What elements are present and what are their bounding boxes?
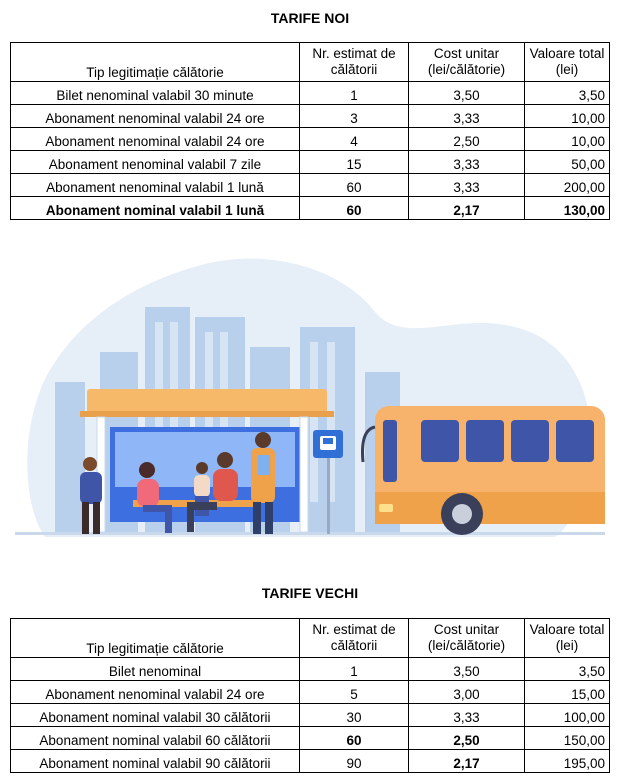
new-fares-title: TARIFE NOI	[270, 10, 350, 26]
header-trips: Nr. estimat de călătorii	[300, 43, 409, 82]
table-row	[11, 704, 610, 727]
new-fares-table	[10, 42, 610, 220]
cell-trips: 5	[300, 681, 409, 704]
table-row	[11, 105, 610, 128]
cell-total: 200,00	[525, 174, 610, 197]
cell-unit-cost: 2,50	[409, 128, 525, 151]
cell-trips: 1	[300, 82, 409, 105]
bus	[363, 406, 606, 535]
cell-type: Abonament nominal valabil 60 călătorii	[11, 727, 300, 750]
cell-total: 3,50	[525, 658, 610, 681]
cell-unit-cost: 2,17	[409, 750, 525, 773]
table-row	[11, 128, 610, 151]
cell-trips: 60	[300, 174, 409, 197]
header-ticket-type: Tip legitimație călătorie	[11, 43, 300, 82]
table-row	[11, 750, 610, 773]
cell-type: Bilet nenominal	[11, 658, 300, 681]
cell-total: 150,00	[525, 727, 610, 750]
cell-total: 3,50	[525, 82, 610, 105]
cell-trips: 3	[300, 105, 409, 128]
old-fares-title: TARIFE VECHI	[261, 585, 359, 601]
cell-total: 195,00	[525, 750, 610, 773]
cell-unit-cost: 3,33	[409, 105, 525, 128]
cell-unit-cost: 3,33	[409, 174, 525, 197]
table-row	[11, 82, 610, 105]
table-row	[11, 727, 610, 750]
cell-trips: 30	[300, 704, 409, 727]
cell-type: Abonament nenominal valabil 1 lună	[11, 174, 300, 197]
table-row	[11, 658, 610, 681]
cell-trips: 90	[300, 750, 409, 773]
table-row	[11, 174, 610, 197]
cell-trips: 1	[300, 658, 409, 681]
cell-type: Abonament nenominal valabil 24 ore	[11, 128, 300, 151]
cell-total: 10,00	[525, 105, 610, 128]
table-row	[11, 681, 610, 704]
cell-type: Abonament nenominal valabil 24 ore	[11, 681, 300, 704]
cell-total: 15,00	[525, 681, 610, 704]
cell-unit-cost: 3,00	[409, 681, 525, 704]
cell-unit-cost: 2,17	[409, 197, 525, 220]
cell-trips: 60	[300, 197, 409, 220]
cell-type: Abonament nominal valabil 1 lună	[11, 197, 300, 220]
cell-trips: 60	[300, 727, 409, 750]
header-total: Valoare total (lei)	[525, 619, 610, 658]
cell-type: Bilet nenominal valabil 30 minute	[11, 82, 300, 105]
header-total: Valoare total (lei)	[525, 43, 610, 82]
header-trips: Nr. estimat de călătorii	[300, 619, 409, 658]
cell-total: 50,00	[525, 151, 610, 174]
cell-type: Abonament nenominal valabil 24 ore	[11, 105, 300, 128]
cell-type: Abonament nominal valabil 90 călătorii	[11, 750, 300, 773]
cell-unit-cost: 3,33	[409, 704, 525, 727]
cell-total: 100,00	[525, 704, 610, 727]
cell-unit-cost: 2,50	[409, 727, 525, 750]
header-unit-cost: Cost unitar (lei/călătorie)	[409, 619, 525, 658]
header-ticket-type: Tip legitimație călătorie	[11, 619, 300, 658]
old-fares-table	[10, 618, 610, 773]
cell-unit-cost: 3,50	[409, 658, 525, 681]
cell-type: Abonament nominal valabil 30 călătorii	[11, 704, 300, 727]
table-header-row	[11, 619, 610, 658]
cell-unit-cost: 3,33	[409, 151, 525, 174]
cell-type: Abonament nenominal valabil 7 zile	[11, 151, 300, 174]
cell-unit-cost: 3,50	[409, 82, 525, 105]
table-header-row	[11, 43, 610, 82]
header-unit-cost: Cost unitar (lei/călătorie)	[409, 43, 525, 82]
cell-total: 130,00	[525, 197, 610, 220]
bus-stop-illustration	[15, 252, 605, 544]
cell-trips: 4	[300, 128, 409, 151]
cell-trips: 15	[300, 151, 409, 174]
cell-total: 10,00	[525, 128, 610, 151]
table-row-highlighted	[11, 197, 610, 220]
table-row	[11, 151, 610, 174]
